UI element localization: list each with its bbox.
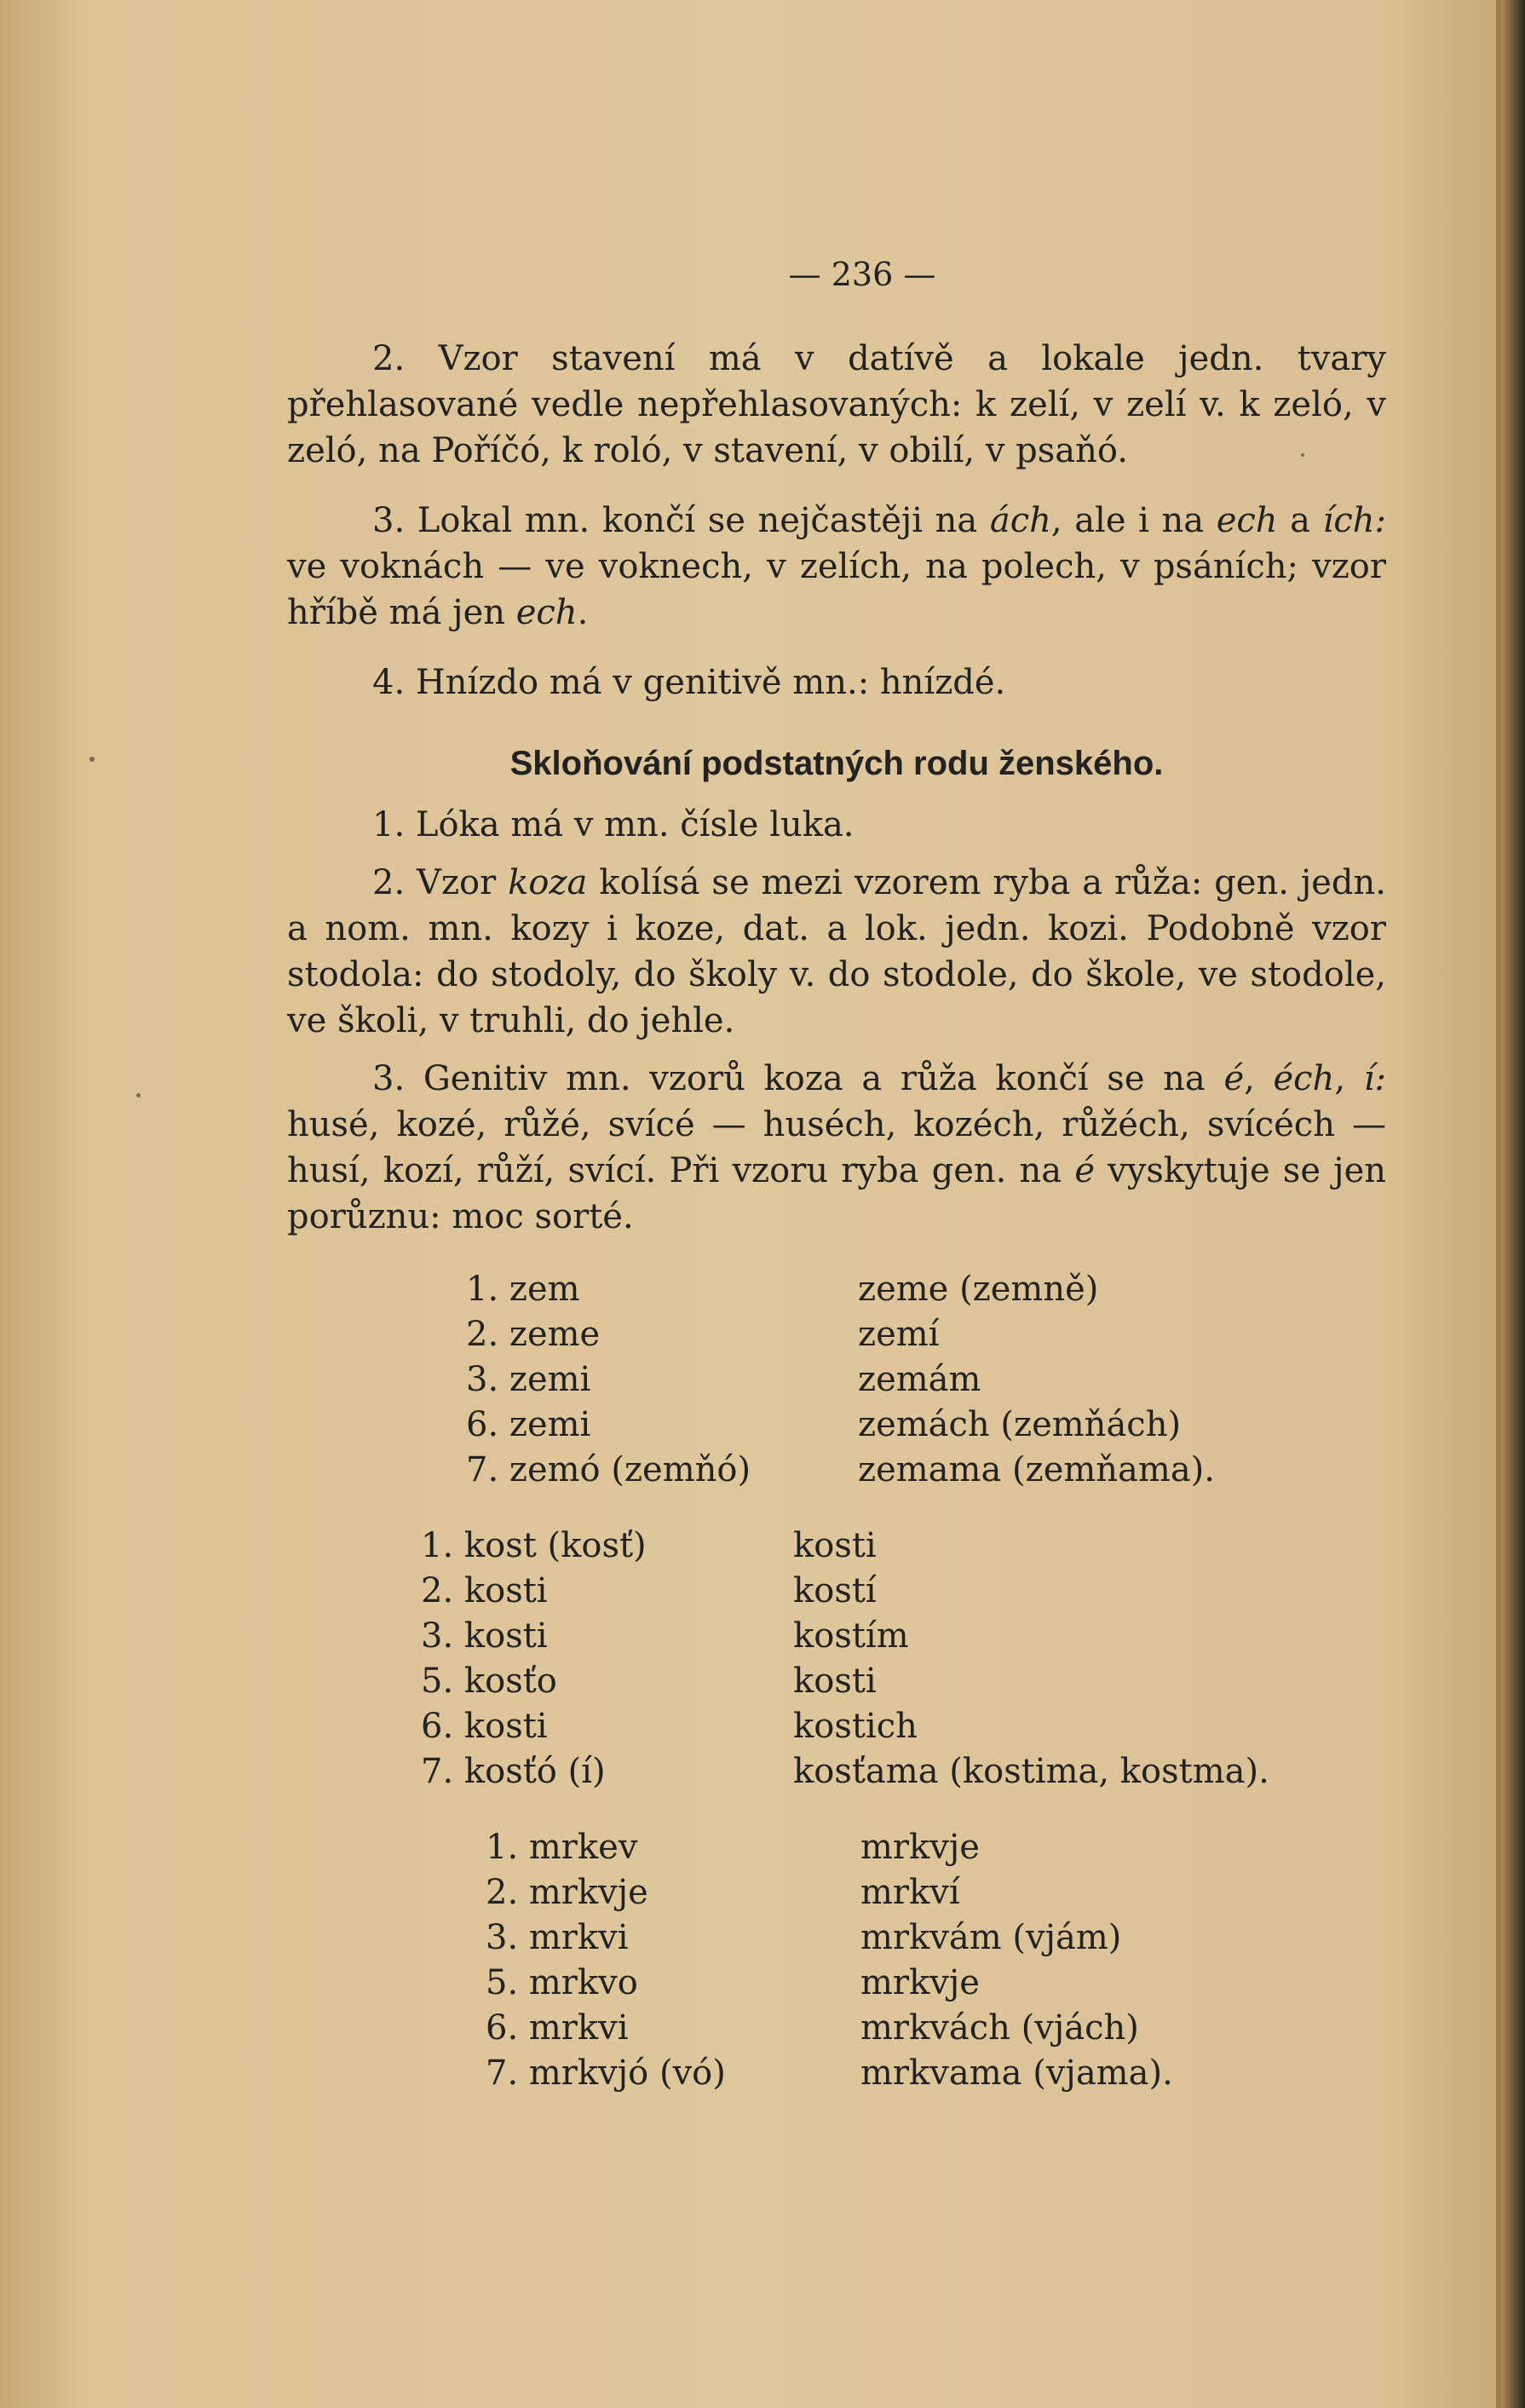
table-row [421,1524,1269,1569]
table-row [486,1961,1173,2006]
paragraph-q3: 3. Genitiv mn. vzorů koza a růža končí se na é, éch, í: husé, kozé, růžé, svícé — huséch, kozéch, růžéch, svícéch — husí, kozí, růží, svící. Při vzoru ryba gen. na é vyskytuje se jen porůznu: moc sorté. [287,1059,1387,1236]
singular-form: 1. zem [466,1270,580,1309]
declension-table-zem [466,1267,1215,1493]
plural-form: zeme (zemně) [858,1270,1099,1309]
singular-form: 2. mrkvje [486,1873,648,1912]
declension-table-kost [421,1524,1269,1794]
plural-form: zemám [858,1360,981,1399]
singular-form: 7. zemó (zemňó) [466,1450,751,1489]
plural-form: kostí [793,1571,877,1610]
paragraph-p3: 3. Lokal mn. končí se nejčastěji na ách, ale i na ech a ích: ve voknách — ve voknech, v zelích, na polech, v psáních; vzor hříbě má jen ech. [287,501,1386,632]
book-binding-edge [1501,0,1525,2408]
table-row [421,1659,1269,1704]
singular-form: 6. zemi [466,1405,591,1444]
paragraph-q1: 1. Lóka má v mn. čísle luka. [372,805,855,844]
singular-form: 6. kosti [421,1707,548,1746]
paragraphs-top [287,336,1386,706]
plural-form: kosti [793,1662,877,1701]
singular-form: 3. kosti [421,1616,548,1656]
declension-table-mrkev [486,1825,1173,2096]
plural-form: mrkvama (vjama). [860,2054,1173,2093]
section-heading: Skloňování podstatných rodu ženského. [509,745,1164,782]
paper-speck [136,1093,141,1097]
plural-form: kosťama (kostima, kostma). [793,1752,1269,1791]
singular-form: 3. zemi [466,1360,591,1399]
paragraphs-bottom [287,802,1386,1240]
singular-form: 5. mrkvo [486,1963,638,2002]
singular-form: 5. kosťo [421,1662,557,1701]
plural-form: zemí [858,1315,940,1354]
paper-speck [89,757,95,762]
plural-form: mrkvách (vjách) [860,2008,1139,2048]
table-row [421,1749,1269,1794]
page-number: — 236 — [788,256,936,293]
table-row [486,2006,1173,2051]
plural-form: zemama (zemňama). [858,1450,1216,1489]
table-row [486,1870,1173,1915]
plural-form: mrkvje [860,1963,980,2002]
plural-form: kostím [793,1616,909,1656]
paragraph-p2: 2. Vzor stavení má v datívě a lokale jedn. tvary přehlasované vedle nepřehlasovaných: k zelí, v zelí v. k zeló, v zeló, na Poříčó, k roló, v stavení, v obilí, v psaňó. [287,339,1386,470]
paragraph-q2: 2. Vzor koza kolísá se mezi vzorem ryba a růža: gen. jedn. a nom. mn. kozy i koze, dat. a lok. jedn. kozi. Podobně vzor stodola: do stodoly, do školy v. do stodole, do škole, ve stodole, ve školi, v truhli, do jehle. [287,863,1386,1040]
table-row [421,1569,1269,1614]
page-content [287,256,1386,2096]
singular-form: 7. kosťó (í) [421,1752,606,1791]
plural-form: mrkvje [860,1828,980,1867]
singular-form: 2. kosti [421,1571,548,1610]
table-row [486,1915,1173,1961]
singular-form: 1. kost (kosť) [421,1526,647,1565]
plural-form: zemách (zemňách) [858,1405,1182,1444]
singular-form: 3. mrkvi [486,1918,629,1957]
singular-form: 1. mrkev [486,1828,638,1867]
plural-form: mrkvám (vjám) [860,1918,1122,1957]
singular-form: 2. zeme [466,1315,601,1354]
table-row [486,2051,1173,2096]
table-row [421,1704,1269,1749]
table-row [466,1448,1215,1493]
table-row [466,1357,1215,1403]
table-row [466,1312,1215,1357]
singular-form: 6. mrkvi [486,2008,629,2048]
plural-form: kostich [793,1707,918,1746]
singular-form: 7. mrkvjó (vó) [486,2054,726,2093]
table-row [466,1267,1215,1312]
plural-form: mrkví [860,1873,960,1912]
table-row [486,1825,1173,1870]
table-row [421,1614,1269,1659]
table-row [466,1403,1215,1448]
plural-form: kosti [793,1526,877,1565]
paragraph-p4: 4. Hnízdo má v genitivě mn.: hnízdé. [372,663,1006,702]
